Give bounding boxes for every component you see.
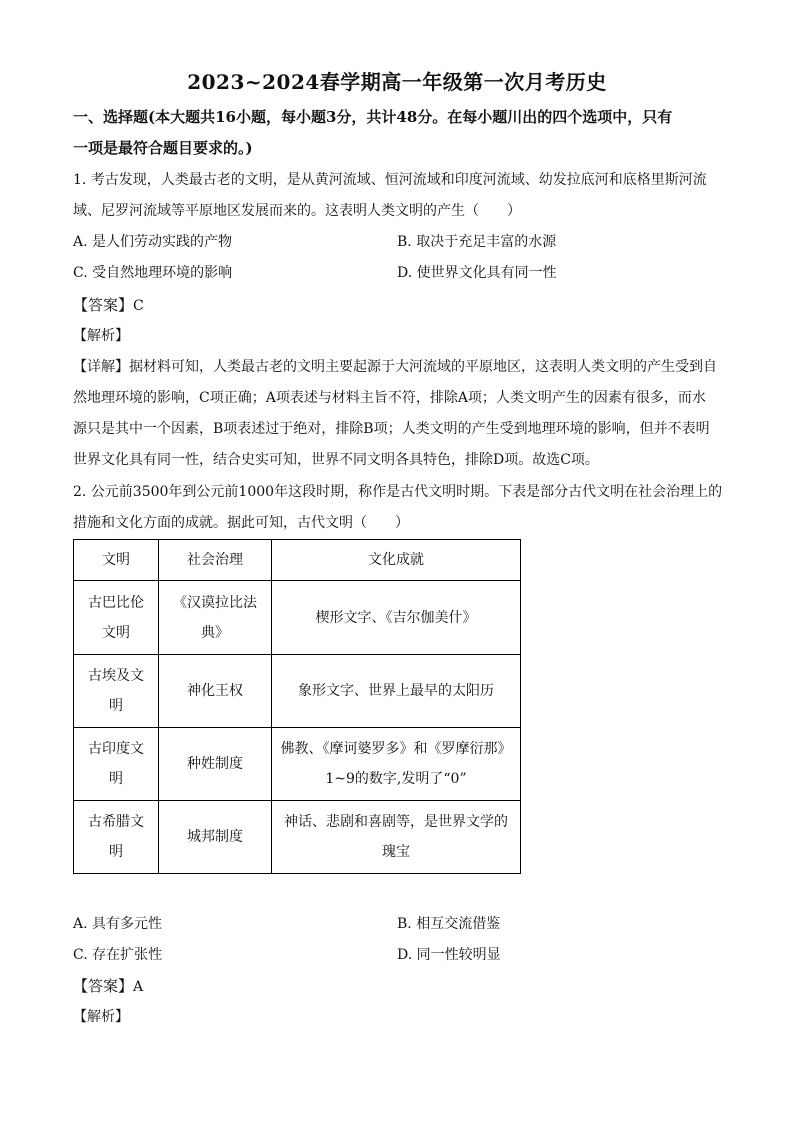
cell-text: 城邦制度 xyxy=(187,829,243,845)
cell-gov xyxy=(159,655,272,728)
cell-culture xyxy=(272,801,521,874)
q1-detail-line4: 世界文化具有同一性，结合史实可知，世界不同文明各具特色，排除D项。故选C项。 xyxy=(73,452,599,468)
q1-option-c: C. 受自然地理环境的影响 xyxy=(73,265,233,281)
exam-title: 2023~2024春学期高一年级第一次月考历史 xyxy=(187,70,607,94)
cell-culture xyxy=(272,581,521,655)
q2-answer-value: A xyxy=(133,979,144,995)
q1-stem-line1: 1. 考古发现，人类最古老的文明，是从黄河流域、恒河流域和印度河流域、幼发拉底河和底格里斯河流 xyxy=(73,172,707,188)
table-row xyxy=(74,655,521,728)
cell-text: 1~9的数字,发明了“0” xyxy=(325,771,467,787)
q1-answer xyxy=(73,295,144,316)
q1-detail-text1: 据材料可知，人类最古老的文明主要起源于大河流域的平原地区，这表明人类文明的产生受到自 xyxy=(129,359,717,375)
cell-text: 明 xyxy=(109,698,123,714)
section-heading-line2: 一项是最符合题目要求的。) xyxy=(73,139,253,157)
cell-text: 《汉谟拉比法 xyxy=(173,594,257,611)
q2-option-a: A. 具有多元性 xyxy=(73,916,163,932)
q1-detail-line3: 源只是其中一个因素，B项表述过于绝对，排除B项；人类文明的产生受到地理环境的影响，但并不表明 xyxy=(73,421,710,437)
table-header-row xyxy=(74,540,521,581)
cell-culture xyxy=(272,728,521,801)
q2-answer xyxy=(73,976,143,997)
cell-gov xyxy=(159,728,272,801)
cell-text: 象形文字、世界上最早的太阳历 xyxy=(298,683,494,699)
q1-stem-line2: 域、尼罗河流域等平原地区发展而来的。这表明人类文明的产生（ ） xyxy=(73,203,521,219)
cell-text: 明 xyxy=(109,771,123,787)
q2-option-d: D. 同一性较明显 xyxy=(397,947,501,963)
table-row xyxy=(74,728,521,801)
q2-option-b: B. 相互交流借鉴 xyxy=(397,916,501,932)
q2-option-c: C. 存在扩张性 xyxy=(73,947,163,963)
cell-civ xyxy=(74,581,159,655)
cell-text: 神化王权 xyxy=(187,683,243,699)
table-header-civ: 文明 xyxy=(74,540,159,581)
q2-answer-label: 【答案】 xyxy=(73,977,134,995)
civilization-table xyxy=(73,539,521,874)
table-row xyxy=(74,801,521,874)
cell-text: 文明 xyxy=(102,624,130,641)
q1-detail-line2: 然地理环境的影响，C项正确；A项表述与材料主旨不符，排除A项；人类文明产生的因素有很多，而水 xyxy=(73,390,706,406)
cell-text: 楔形文字、《吉尔伽美什》 xyxy=(315,609,477,626)
cell-civ xyxy=(74,728,159,801)
q2-stem-line2: 措施和文化方面的成就。据此可知，古代文明（ ） xyxy=(73,515,409,531)
cell-text: 瑰宝 xyxy=(382,844,410,860)
q1-analysis-label: 【解析】 xyxy=(73,328,129,344)
cell-gov xyxy=(159,801,272,874)
q1-answer-label: 【答案】 xyxy=(73,296,134,314)
cell-text: 佛教、《摩诃婆罗多》和《罗摩衍那》 xyxy=(280,741,512,757)
cell-civ xyxy=(74,801,159,874)
cell-gov xyxy=(159,581,272,655)
table-header-culture: 文化成就 xyxy=(272,540,521,581)
cell-text: 典》 xyxy=(201,624,229,641)
cell-text: 明 xyxy=(109,844,123,860)
q1-answer-value: C xyxy=(133,298,144,314)
cell-culture xyxy=(272,655,521,728)
q1-option-b: B. 取决于充足丰富的水源 xyxy=(397,234,557,250)
section-heading-line1: 一、选择题(本大题共16小题，每小题3分，共计48分。在每小题川出的四个选项中，只有 xyxy=(73,108,673,126)
cell-civ xyxy=(74,655,159,728)
cell-text: 神话、悲剧和喜剧等，是世界文学的 xyxy=(284,814,508,830)
cell-text: 古巴比伦 xyxy=(88,594,144,611)
q1-detail-line1 xyxy=(73,357,717,377)
cell-text: 古希腊文 xyxy=(88,814,144,830)
q1-option-d: D. 使世界文化具有同一性 xyxy=(397,265,557,281)
table-header-gov: 社会治理 xyxy=(159,540,272,581)
table-row xyxy=(74,581,521,655)
q1-detail-label: 【详解】 xyxy=(73,359,129,375)
q2-analysis-label: 【解析】 xyxy=(73,1009,129,1025)
cell-text: 古埃及文 xyxy=(88,668,144,684)
q2-stem-line1: 2. 公元前3500年到公元前1000年这段时期，称作是古代文明时期。下表是部分古代文明在社会治理上的 xyxy=(73,484,723,500)
cell-text: 古印度文 xyxy=(88,741,144,757)
q1-option-a: A. 是人们劳动实践的产物 xyxy=(73,234,233,250)
cell-text: 种姓制度 xyxy=(187,756,243,772)
